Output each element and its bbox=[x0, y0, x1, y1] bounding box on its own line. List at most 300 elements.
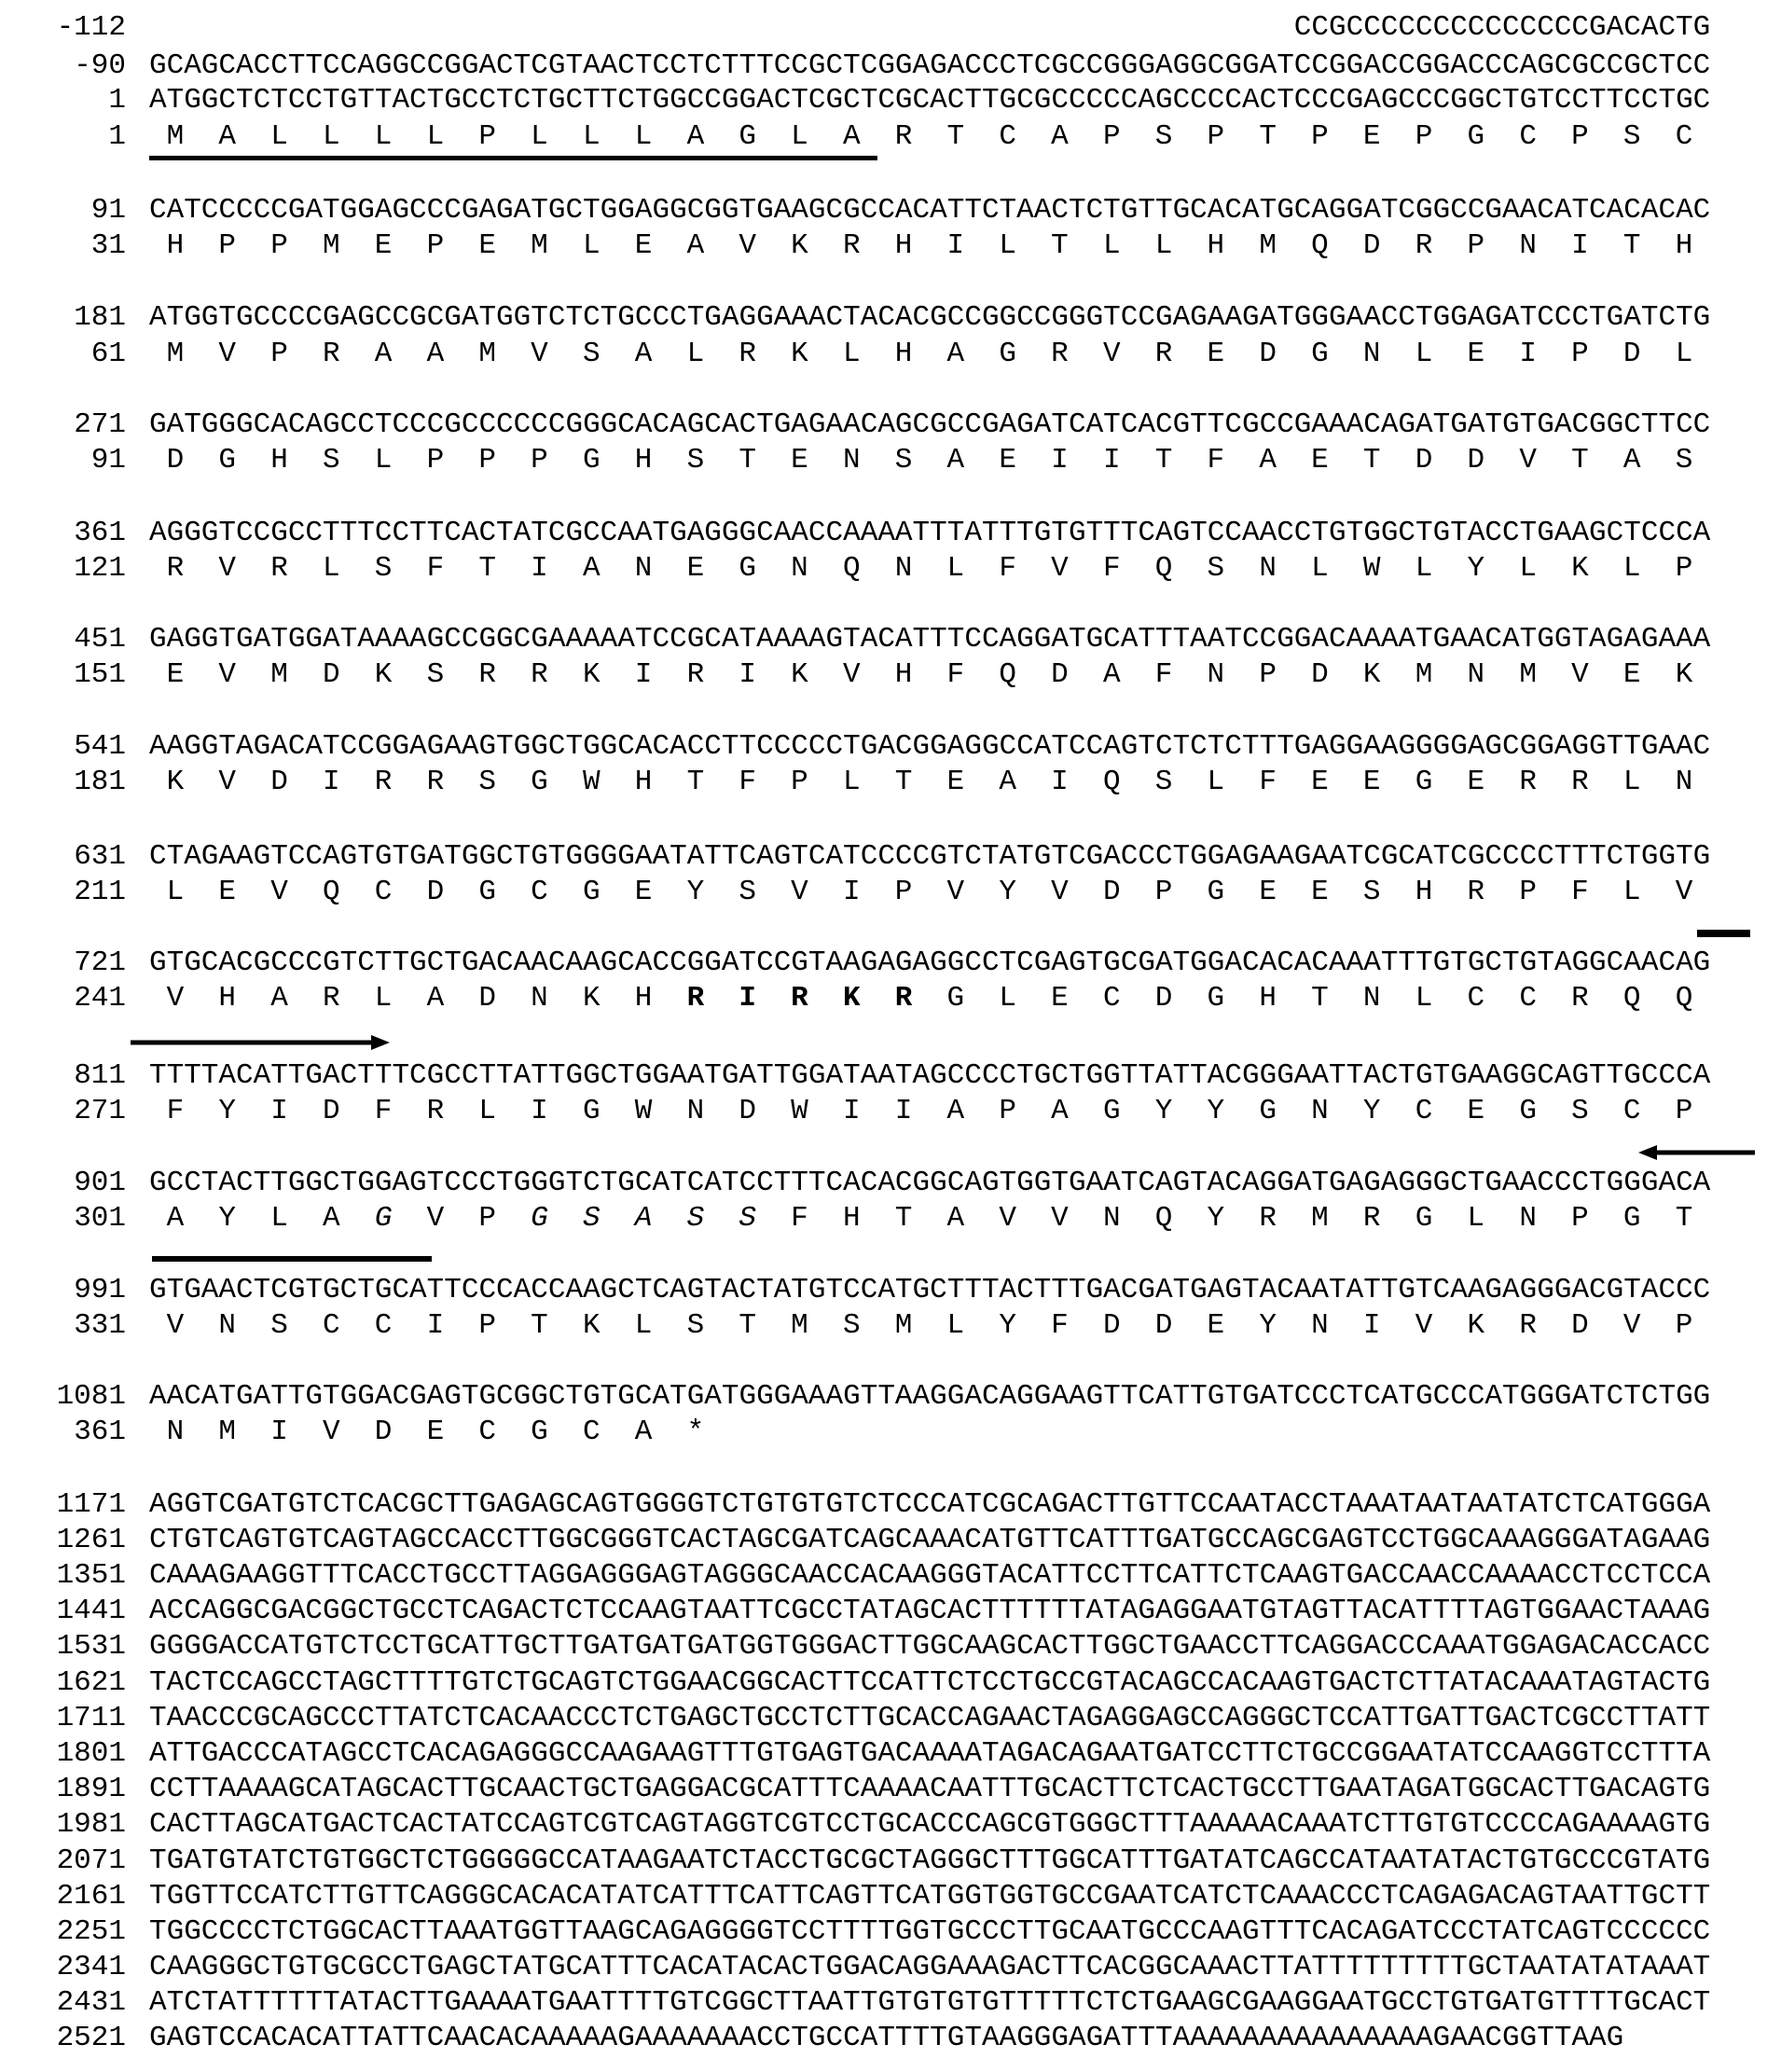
residue: R bbox=[1415, 229, 1433, 262]
residue: R bbox=[686, 658, 705, 691]
residue: A bbox=[426, 982, 445, 1015]
residue: N bbox=[1467, 658, 1485, 691]
residue: K bbox=[582, 658, 601, 691]
residue: S bbox=[1154, 120, 1173, 153]
residue: H bbox=[218, 982, 236, 1015]
protein-row bbox=[0, 122, 1710, 160]
residue: R bbox=[1571, 982, 1589, 1015]
residue: Y bbox=[1154, 1095, 1173, 1127]
nucleotide-sequence: TACTCCAGCCTAGCTTTTGTCTGCAGTCTGGAACGGCACTTCCATTCTCCTGCCGTACAGCCACAAGTGACTCTTATACAAATAGTACTG bbox=[149, 1666, 1711, 1699]
nucleotide-sequence: GAGTCCACACATTATTCAACACAAAAAGAAAAAAACCTGCCATTTTGTAAGGGAGATTTAAAAAAAAAAAAAAAGAACGGTTAAG bbox=[149, 2022, 1624, 2054]
residue: P bbox=[1311, 120, 1329, 153]
residue: R bbox=[1571, 766, 1589, 798]
position-label: 241 bbox=[74, 982, 126, 1015]
residue: E bbox=[1311, 876, 1329, 908]
amino-acid-sequence bbox=[149, 554, 1710, 585]
residue: L bbox=[842, 338, 861, 370]
residue: L bbox=[1467, 1202, 1485, 1235]
residue: A bbox=[1051, 1095, 1069, 1127]
residue: C bbox=[531, 876, 548, 908]
position-label: -112 bbox=[56, 11, 126, 44]
residue: R bbox=[426, 1095, 445, 1127]
residue: A bbox=[218, 120, 236, 153]
residue: E bbox=[1467, 766, 1485, 798]
residue: T bbox=[1154, 444, 1173, 477]
residue: A bbox=[1051, 120, 1069, 153]
protein-row bbox=[0, 660, 1710, 691]
residue: Q bbox=[1154, 552, 1173, 585]
residue: W bbox=[634, 1095, 653, 1127]
position-label: 901 bbox=[74, 1167, 126, 1199]
residue: A bbox=[999, 766, 1016, 798]
residue: Y bbox=[686, 876, 705, 908]
residue: L bbox=[1415, 982, 1433, 1015]
position-label: 91 bbox=[90, 194, 126, 227]
position-label: 631 bbox=[74, 840, 126, 873]
amino-acid-sequence bbox=[149, 122, 1710, 160]
dna-row bbox=[0, 1882, 1710, 1913]
residue: P bbox=[791, 766, 808, 798]
residue: V bbox=[531, 338, 548, 370]
residue: G bbox=[1207, 982, 1225, 1015]
residue: A bbox=[946, 1095, 965, 1127]
residue: L bbox=[999, 982, 1016, 1015]
residue: N bbox=[531, 982, 548, 1015]
position-label: 811 bbox=[74, 1059, 126, 1092]
position-label: 991 bbox=[74, 1274, 126, 1306]
residue: D bbox=[1051, 658, 1069, 691]
position-label: 2161 bbox=[56, 1880, 126, 1913]
residue: G bbox=[582, 444, 601, 477]
arrow-shaft bbox=[1651, 1151, 1755, 1155]
residue: L bbox=[634, 1309, 653, 1342]
amino-acid-sequence bbox=[149, 984, 1710, 1015]
residue: S bbox=[894, 444, 913, 477]
residue: A bbox=[374, 338, 393, 370]
dna-row bbox=[0, 1632, 1710, 1663]
position-label: 1 bbox=[108, 120, 126, 153]
residue: I bbox=[634, 658, 653, 691]
residue: C bbox=[1519, 982, 1537, 1015]
dna-row bbox=[0, 1775, 1710, 1805]
residue: D bbox=[374, 1416, 393, 1448]
amino-acid-sequence bbox=[149, 1097, 1710, 1127]
residue: H bbox=[894, 658, 913, 691]
residue: V bbox=[999, 1202, 1016, 1235]
residue: L bbox=[322, 552, 340, 585]
nucleotide-sequence: AGGGTCCGCCTTTCCTTCACTATCGCCAATGAGGGCAACCAAAATTTATTTGTGTTTCAGTCCAACCTGTGGCTGTACCTGAAGCTCCCA bbox=[149, 517, 1711, 549]
residue: S bbox=[426, 658, 445, 691]
residue: I bbox=[842, 876, 861, 908]
residue: S bbox=[686, 444, 705, 477]
residue: C bbox=[999, 120, 1016, 153]
residue: R bbox=[842, 229, 861, 262]
residue: E bbox=[1467, 1095, 1485, 1127]
nucleotide-sequence: GCAGCACCTTCCAGGCCGGACTCGTAACTCCTCTTTCCGCTCGGAGACCCTCGCCGGGAGGCGGATCCGGACCGGACCCAGCGCCGCTCC bbox=[149, 49, 1711, 82]
residue: T bbox=[686, 766, 705, 798]
residue: N bbox=[1102, 1202, 1121, 1235]
residue: I bbox=[270, 1095, 288, 1127]
residue: P bbox=[426, 229, 445, 262]
residue: D bbox=[478, 982, 496, 1015]
position-label: 721 bbox=[74, 946, 126, 979]
residue: D bbox=[739, 1095, 756, 1127]
position-label: 1351 bbox=[56, 1559, 126, 1592]
residue: L bbox=[999, 229, 1016, 262]
dna-row bbox=[0, 13, 1710, 44]
dna-row bbox=[0, 1561, 1710, 1592]
residue: L bbox=[582, 120, 601, 153]
residue: Q bbox=[1622, 982, 1641, 1015]
residue: P bbox=[1102, 120, 1121, 153]
residue: L bbox=[531, 120, 548, 153]
nucleotide-sequence: GCCTACTTGGCTGGAGTCCCTGGGTCTGCATCATCCTTTCACACGGCAGTGGTGAATCAGTACAGGATGAGAGGGCTGAACCCTGGGACA bbox=[149, 1167, 1711, 1199]
residue: R bbox=[894, 120, 913, 153]
residue: R bbox=[739, 338, 756, 370]
residue: M bbox=[166, 338, 185, 370]
residue: W bbox=[582, 766, 601, 798]
residue: G bbox=[739, 552, 756, 585]
residue: Q bbox=[842, 552, 861, 585]
position-label: 301 bbox=[74, 1202, 126, 1235]
residue: A bbox=[686, 229, 705, 262]
residue: M bbox=[270, 658, 288, 691]
residue: C bbox=[582, 1416, 601, 1448]
position-label: 1801 bbox=[56, 1737, 126, 1770]
residue: L bbox=[842, 766, 861, 798]
amino-acid-sequence bbox=[149, 446, 1710, 477]
residue: A bbox=[946, 444, 965, 477]
residue: S bbox=[686, 1202, 705, 1235]
residue: E bbox=[374, 229, 393, 262]
residue: V bbox=[166, 1309, 185, 1342]
residue: P bbox=[1154, 876, 1173, 908]
residue: T bbox=[1622, 229, 1641, 262]
nucleotide-sequence: ACCAGGCGACGGCTGCCTCAGACTCTCCAAGTAATTCGCCTATAGCACTTTTTTATAGAGGAATGTAGTTACATTTTAGTGGAACTAAAG bbox=[149, 1595, 1711, 1627]
residue: V bbox=[1622, 1309, 1641, 1342]
amino-acid-sequence bbox=[149, 1311, 1710, 1342]
position-label: 181 bbox=[74, 301, 126, 334]
residue: G bbox=[374, 1202, 393, 1235]
dna-row bbox=[0, 1917, 1710, 1948]
residue: E bbox=[634, 229, 653, 262]
residue: G bbox=[1622, 1202, 1641, 1235]
dna-row bbox=[0, 1168, 1710, 1199]
residue: E bbox=[166, 658, 185, 691]
residue: G bbox=[218, 444, 236, 477]
residue: N bbox=[218, 1309, 236, 1342]
residue: F bbox=[1571, 876, 1589, 908]
residue: L bbox=[1311, 552, 1329, 585]
residue: R bbox=[1362, 1202, 1381, 1235]
residue: A bbox=[1259, 444, 1277, 477]
residue: P bbox=[478, 1202, 496, 1235]
residue: T bbox=[1259, 120, 1277, 153]
residue: C bbox=[1415, 1095, 1433, 1127]
residue: I bbox=[842, 1095, 861, 1127]
protein-row bbox=[0, 1204, 1710, 1235]
dna-row bbox=[0, 1739, 1710, 1770]
residue: E bbox=[1207, 1309, 1225, 1342]
dna-row bbox=[0, 410, 1710, 441]
position-label: 2341 bbox=[56, 1951, 126, 1983]
residue: R bbox=[478, 658, 496, 691]
residue: K bbox=[1675, 658, 1693, 691]
residue: Q bbox=[1102, 766, 1121, 798]
residue: R bbox=[270, 552, 288, 585]
residue: P bbox=[1675, 1095, 1693, 1127]
residue: A bbox=[1102, 658, 1121, 691]
residue: C bbox=[1467, 982, 1485, 1015]
residue: D bbox=[166, 444, 185, 477]
nucleotide-sequence: GGGGACCATGTCTCCTGCATTGCTTGATGATGATGGTGGGACTTGGCAAGCACTTGGCTGAACCTTCAGGACCCAAATGGAGACACCACC bbox=[149, 1630, 1711, 1663]
residue: A bbox=[842, 120, 861, 153]
residue: T bbox=[1675, 1202, 1693, 1235]
protein-row bbox=[0, 1417, 722, 1448]
residue: K bbox=[582, 1309, 601, 1342]
residue: V bbox=[1051, 552, 1069, 585]
residue: E bbox=[946, 766, 965, 798]
amino-acid-sequence bbox=[149, 1417, 722, 1448]
residue: T bbox=[1051, 229, 1069, 262]
position-label: 361 bbox=[74, 1416, 126, 1448]
residue: P bbox=[1259, 658, 1277, 691]
position-label: 2521 bbox=[56, 2022, 126, 2054]
dna-row bbox=[0, 196, 1710, 227]
residue: I bbox=[322, 766, 340, 798]
residue: P bbox=[478, 1309, 496, 1342]
dna-row bbox=[0, 2024, 1623, 2054]
position-label: 1621 bbox=[56, 1666, 126, 1699]
residue: L bbox=[582, 229, 601, 262]
position-label: 1081 bbox=[56, 1380, 126, 1413]
amino-acid-sequence bbox=[149, 231, 1710, 262]
residue: Q bbox=[322, 876, 340, 908]
residue: C bbox=[478, 1416, 496, 1448]
residue: L bbox=[1154, 229, 1173, 262]
residue: D bbox=[1154, 1309, 1173, 1342]
residue: T bbox=[739, 1309, 756, 1342]
residue: D bbox=[322, 658, 340, 691]
residue: I bbox=[739, 982, 756, 1015]
position-label: 2251 bbox=[56, 1915, 126, 1948]
residue: K bbox=[1467, 1309, 1485, 1342]
dna-row bbox=[0, 1953, 1710, 1983]
position-label: 271 bbox=[74, 408, 126, 441]
dna-row bbox=[0, 1810, 1710, 1841]
residue: Y bbox=[218, 1095, 236, 1127]
position-label: 1981 bbox=[56, 1808, 126, 1841]
residue: V bbox=[1519, 444, 1537, 477]
residue: H bbox=[1675, 229, 1693, 262]
residue: R bbox=[1519, 1309, 1537, 1342]
amino-acid-sequence bbox=[149, 660, 1710, 691]
residue: C bbox=[322, 1309, 340, 1342]
position-label: 151 bbox=[74, 658, 126, 691]
residue: E bbox=[634, 876, 653, 908]
position-label: -90 bbox=[74, 49, 126, 82]
dna-row bbox=[0, 1704, 1710, 1734]
residue: M bbox=[791, 1309, 808, 1342]
residue: F bbox=[739, 766, 756, 798]
nucleotide-sequence: ATTGACCCATAGCCTCACAGAGGGCCAAGAAGTTTGTGAGTGACAAAATAGACAGAATGATCCTTCTGCCGGAATATCCAAGGTCCTTTA bbox=[149, 1737, 1711, 1770]
position-label: 2071 bbox=[56, 1844, 126, 1877]
residue: L bbox=[374, 444, 393, 477]
residue: F bbox=[1207, 444, 1225, 477]
protein-row bbox=[0, 1097, 1710, 1127]
residue: H bbox=[894, 338, 913, 370]
dna-row bbox=[0, 1988, 1710, 2019]
residue: V bbox=[842, 658, 861, 691]
residue: K bbox=[374, 658, 393, 691]
residue: Q bbox=[1154, 1202, 1173, 1235]
residue: G bbox=[582, 1095, 601, 1127]
residue: A bbox=[634, 1416, 653, 1448]
position-label: 211 bbox=[74, 876, 126, 908]
residue: E bbox=[478, 229, 496, 262]
nucleotide-sequence: GAGGTGATGGATAAAAGCCGGCGAAAAATCCGCATAAAAGTACATTTCCAGGATGCATTTAATCCGGACAAAATGAACATGGTAGAGAAA bbox=[149, 623, 1711, 656]
residue: T bbox=[894, 766, 913, 798]
residue: L bbox=[1519, 552, 1537, 585]
residue: H bbox=[842, 1202, 861, 1235]
residue: A bbox=[686, 120, 705, 153]
position-label: 1441 bbox=[56, 1595, 126, 1627]
residue: S bbox=[582, 338, 601, 370]
residue: S bbox=[1207, 552, 1225, 585]
residue: E bbox=[1207, 338, 1225, 370]
residue: P bbox=[1519, 876, 1537, 908]
dna-row bbox=[0, 1490, 1710, 1521]
nucleotide-sequence: TGGCCCCTCTGGCACTTAAATGGTTAAGCAGAGGGGTCCTTTTGGTGCCCTTGCAATGCCCAAGTTTCACAGATCCCTATCAGTCCCCCC bbox=[149, 1915, 1711, 1948]
nucleotide-sequence: GTGCACGCCCGTCTTGCTGACAACAAGCACCGGATCCGTAAGAGAGGCCTCGAGTGCGATGGACACACAAATTTGTGCTGTAGGCAACAG bbox=[149, 946, 1711, 979]
nucleotide-sequence: CACTTAGCATGACTCACTATCCAGTCGTCAGTAGGTCGTCCTGCACCCAGCGTGGGCTTTAAAAACAAATCTTGTGTCCCCAGAAAAGTG bbox=[149, 1808, 1711, 1841]
residue: M bbox=[1311, 1202, 1329, 1235]
nucleotide-sequence: TGGTTCCATCTTGTTCAGGGCACACATATCATTTCATTCAGTTCATGGTGGTGCCGAATCATCTCAAACCCTCAGAGACAGTAATTGCTT bbox=[149, 1880, 1711, 1913]
residue: S bbox=[1622, 120, 1641, 153]
residue: W bbox=[1362, 552, 1381, 585]
residue: C bbox=[374, 876, 393, 908]
residue: S bbox=[842, 1309, 861, 1342]
residue: P bbox=[1571, 1202, 1589, 1235]
residue: E bbox=[218, 876, 236, 908]
residue: N bbox=[634, 552, 653, 585]
residue: S bbox=[1675, 444, 1693, 477]
protein-row bbox=[0, 1311, 1710, 1342]
residue: I bbox=[1571, 229, 1589, 262]
position-label: 2431 bbox=[56, 1986, 126, 2019]
residue: R bbox=[322, 982, 340, 1015]
residue: A bbox=[426, 338, 445, 370]
residue: P bbox=[270, 229, 288, 262]
residue: N bbox=[842, 444, 861, 477]
residue: D bbox=[1154, 982, 1173, 1015]
residue: N bbox=[791, 552, 808, 585]
amino-acid-sequence bbox=[149, 339, 1710, 370]
residue: G bbox=[1415, 1202, 1433, 1235]
residue: M bbox=[1259, 229, 1277, 262]
residue: T bbox=[1571, 444, 1589, 477]
residue: S bbox=[739, 1202, 756, 1235]
residue: N bbox=[1311, 1095, 1329, 1127]
residue: D bbox=[1311, 658, 1329, 691]
residue: C bbox=[1519, 120, 1537, 153]
nucleotide-sequence: TAACCCGCAGCCCTTATCTCACAACCCTCTGAGCTGCCTCTTGCACCAGAACTAGAGGAGCCAGGGCTCCATTGATTGACTCGCCTTATT bbox=[149, 1702, 1711, 1734]
residue: A bbox=[166, 1202, 185, 1235]
position-label: 271 bbox=[74, 1095, 126, 1127]
forward-primer-arrow bbox=[131, 1035, 390, 1050]
residue: S bbox=[322, 444, 340, 477]
residue: E bbox=[426, 1416, 445, 1448]
residue: D bbox=[1362, 229, 1381, 262]
residue: G bbox=[1415, 766, 1433, 798]
residue: P bbox=[1415, 120, 1433, 153]
residue: A bbox=[634, 1202, 653, 1235]
residue: S bbox=[1571, 1095, 1589, 1127]
dna-row bbox=[0, 842, 1710, 873]
dna-row bbox=[0, 1596, 1710, 1627]
nucleotide-sequence: GATGGGCACAGCCTCCCGCCCCCCGGGCACAGCACTGAGAACAGCGCCGAGATCATCACGTTCGCCGAAACAGATGATGTGACGGCTTCC bbox=[149, 408, 1711, 441]
residue: H bbox=[1415, 876, 1433, 908]
amino-acid-sequence bbox=[149, 1204, 1710, 1235]
residue: Y bbox=[1362, 1095, 1381, 1127]
amino-acid-sequence bbox=[149, 767, 1710, 798]
residue: L bbox=[374, 120, 393, 153]
residue: G bbox=[531, 1202, 548, 1235]
residue: G bbox=[1467, 120, 1485, 153]
residue: V bbox=[791, 876, 808, 908]
residue: N bbox=[1362, 982, 1381, 1015]
residue: D bbox=[1102, 1309, 1121, 1342]
dna-row bbox=[0, 303, 1710, 334]
protein-row bbox=[0, 231, 1710, 262]
position-label: 451 bbox=[74, 623, 126, 656]
residue: T bbox=[1362, 444, 1381, 477]
residue: K bbox=[166, 766, 185, 798]
residue: S bbox=[1362, 876, 1381, 908]
residue: Y bbox=[999, 876, 1016, 908]
residue: L bbox=[1675, 338, 1693, 370]
residue: L bbox=[1622, 876, 1641, 908]
residue: H bbox=[270, 444, 288, 477]
nucleotide-sequence: CTAGAAGTCCAGTGTGATGGCTGTGGGGAATATTCAGTCATCCCCGTCTATGTCGACCCTGGAGAAGAATCGCATCGCCCCTTTCTGGTG bbox=[149, 840, 1711, 873]
residue: P bbox=[999, 1095, 1016, 1127]
dna-row bbox=[0, 732, 1710, 763]
residue: E bbox=[999, 444, 1016, 477]
residue: A bbox=[322, 1202, 340, 1235]
residue: Q bbox=[1311, 229, 1329, 262]
residue: N bbox=[686, 1095, 705, 1127]
residue: L bbox=[946, 1309, 965, 1342]
residue: K bbox=[791, 658, 808, 691]
residue: G bbox=[1207, 876, 1225, 908]
residue: E bbox=[791, 444, 808, 477]
residue: L bbox=[1415, 552, 1433, 585]
residue: R bbox=[791, 982, 808, 1015]
residue: W bbox=[791, 1095, 808, 1127]
residue: N bbox=[1675, 766, 1693, 798]
residue: G bbox=[1102, 1095, 1121, 1127]
residue: L bbox=[1207, 766, 1225, 798]
nucleotide-sequence: AAGGTAGACATCCGGAGAAGTGGCTGGCACACCTTCCCCCTGACGGAGGCCATCCAGTCTCTCTTTGAGGAAGGGGAGCGGAGGTTGAAC bbox=[149, 730, 1711, 763]
residue: F bbox=[374, 1095, 393, 1127]
residue: M bbox=[166, 120, 185, 153]
residue: S bbox=[1154, 766, 1173, 798]
residue: P bbox=[531, 444, 548, 477]
residue: F bbox=[946, 658, 965, 691]
residue: Y bbox=[1467, 552, 1485, 585]
amino-acid-sequence bbox=[149, 877, 1710, 908]
residue: R bbox=[531, 658, 548, 691]
